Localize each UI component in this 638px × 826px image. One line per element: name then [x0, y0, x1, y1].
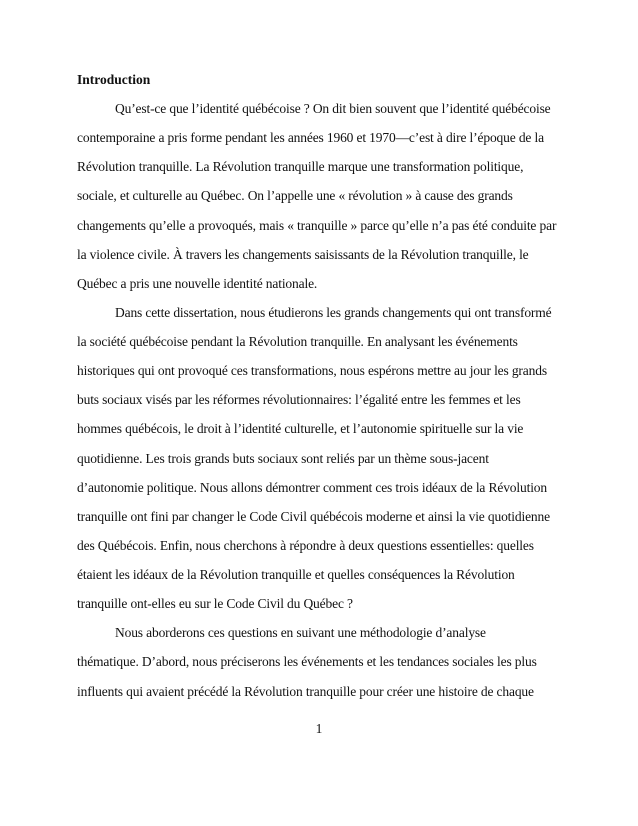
- paragraph-line: tranquille ont-elles eu sur le Code Civil du Québec ?: [77, 596, 353, 611]
- paragraph-line: Qu’est-ce que l’identité québécoise ? On dit bien souvent que l’identité québécoise: [115, 101, 551, 116]
- paragraph-line: sociale, et culturelle au Québec. On l’appelle une « révolution » à cause des grands: [77, 188, 513, 203]
- paragraph-line: buts sociaux visés par les réformes révolutionnaires: l’égalité entre les femmes et les: [77, 392, 521, 407]
- paragraph-line: thématique. D’abord, nous préciserons les événements et les tendances sociales les plus: [77, 654, 537, 669]
- paragraph-line: historiques qui ont provoqué ces transformations, nous espérons mettre au jour les grands: [77, 363, 547, 378]
- paragraph-line: quotidienne. Les trois grands buts sociaux sont reliés par un thème sous-jacent: [77, 451, 489, 466]
- paragraph-line: étaient les idéaux de la Révolution tranquille et quelles conséquences la Révolution: [77, 567, 515, 582]
- paragraph-line: hommes québécois, le droit à l’identité culturelle, et l’autonomie spirituelle sur la vie: [77, 421, 524, 436]
- paragraph-line: contemporaine a pris forme pendant les années 1960 et 1970—c’est à dire l’époque de la: [77, 130, 544, 145]
- paragraph-line: la violence civile. À travers les changements saisissants de la Révolution tranquille, le: [77, 247, 529, 262]
- paragraph-line: Dans cette dissertation, nous étudierons les grands changements qui ont transformé: [115, 305, 552, 320]
- paragraph-line: Québec a pris une nouvelle identité nationale.: [77, 276, 318, 291]
- paragraph-line: Révolution tranquille. La Révolution tranquille marque une transformation politique,: [77, 159, 524, 174]
- section-heading: Introduction: [77, 72, 151, 87]
- paragraph-line: des Québécois. Enfin, nous cherchons à répondre à deux questions essentielles: quelles: [77, 538, 534, 553]
- paragraph-line: Nous aborderons ces questions en suivant une méthodologie d’analyse: [115, 625, 486, 640]
- paragraph-line: changements qu’elle a provoqués, mais « tranquille » parce qu’elle n’a pas été conduite par: [77, 218, 557, 233]
- paragraph-line: influents qui avaient précédé la Révolution tranquille pour créer une histoire de chaque: [77, 684, 534, 699]
- page-number: 1: [315, 721, 323, 736]
- paragraph-line: tranquille ont fini par changer le Code Civil québécois moderne et ainsi la vie quotidienne: [77, 509, 550, 524]
- paragraph-line: la société québécoise pendant la Révolution tranquille. En analysant les événements: [77, 334, 518, 349]
- paragraph-line: d’autonomie politique. Nous allons démontrer comment ces trois idéaux de la Révolution: [77, 480, 547, 495]
